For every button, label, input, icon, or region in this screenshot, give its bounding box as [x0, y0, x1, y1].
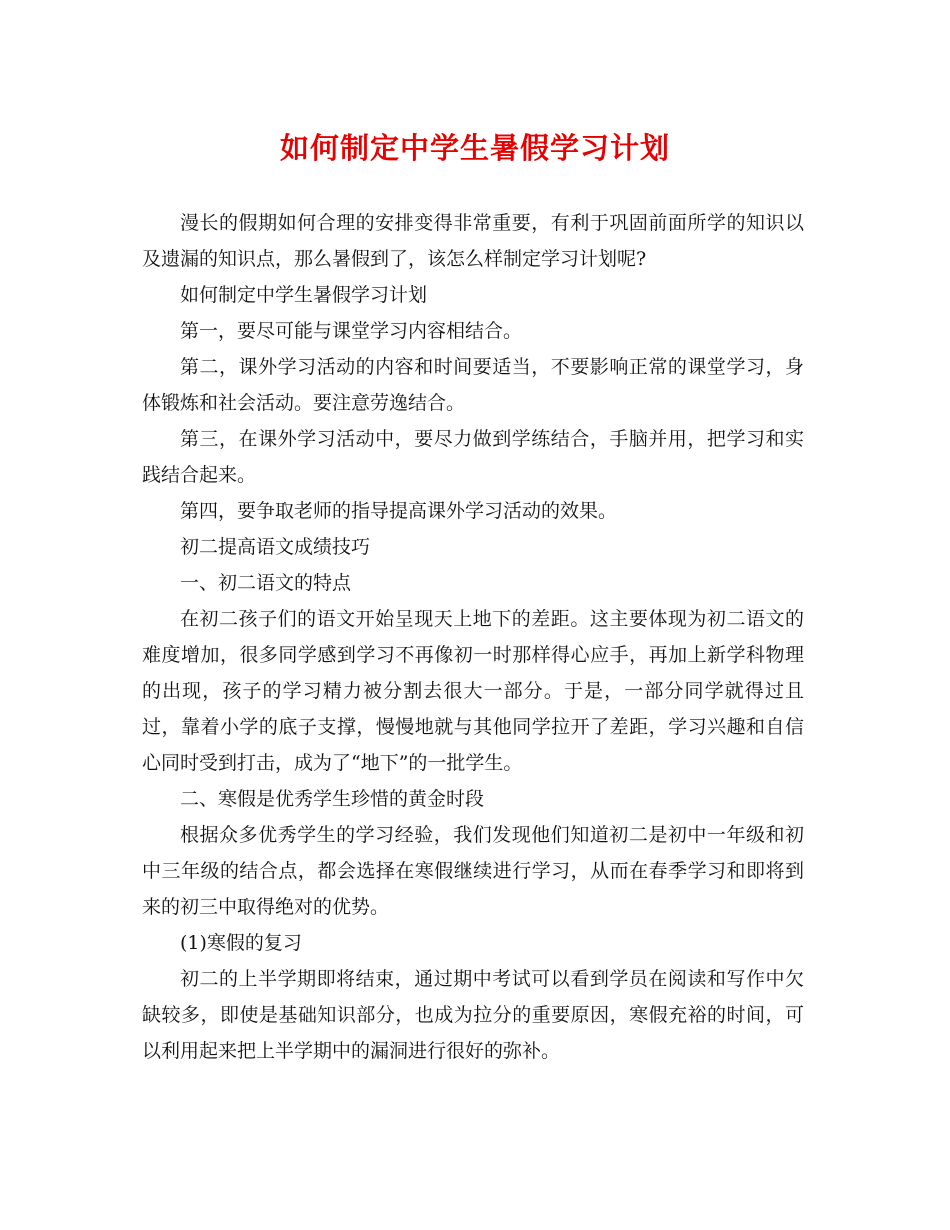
paragraph-section-two-body: 根据众多优秀学生的学习经验，我们发现他们知道初二是初中一年级和初中三年级的结合点，都会选择在寒假继续进行学习，从而在春季学习和即将到来的初三中取得绝对的优势。	[142, 824, 804, 918]
paragraph-second: 第二，课外学习活动的内容和时间要适当，不要影响正常的课堂学习，身体锻炼和社会活动。要注意劳逸结合。	[142, 356, 804, 414]
paragraph-winter-review: (1)寒假的复习	[180, 932, 302, 954]
paragraph-section-one-body: 在初二孩子们的语文开始呈现天上地下的差距。这主要体现为初二语文的难度增加，很多同学感到学习不再像初一时那样得心应手，再加上新学科物理的出现，孩子的学习精力被分割去很大一部分。于是，一部分同学就得过且过，靠着小学的底子支撑，慢慢地就与其他同学拉开了差距，学习兴趣和自信心同时受到打击，成为了“地下”的一批学生。	[142, 608, 804, 774]
paragraph-section-one: 一、初二语文的特点	[180, 572, 352, 594]
document-title: 如何制定中学生暑假学习计划	[279, 131, 670, 165]
paragraph-section-two: 二、寒假是优秀学生珍惜的黄金时段	[180, 788, 485, 810]
paragraph-heading-chinese-tips: 初二提高语文成绩技巧	[180, 536, 371, 558]
paragraph-heading-plan: 如何制定中学生暑假学习计划	[180, 284, 428, 306]
paragraph-winter-review-body: 初二的上半学期即将结束，通过期中考试可以看到学员在阅读和写作中欠缺较多，即使是基础知识部分，也成为拉分的重要原因，寒假充裕的时间，可以利用起来把上半学期中的漏洞进行很好的弥补。	[142, 968, 804, 1062]
paragraph-first: 第一，要尽可能与课堂学习内容相结合。	[180, 320, 523, 342]
document-body	[142, 205, 804, 1069]
paragraph-intro: 漫长的假期如何合理的安排变得非常重要，有利于巩固前面所学的知识以及遗漏的知识点，那么暑假到了，该怎么样制定学习计划呢?	[142, 212, 804, 270]
paragraph-third: 第三，在课外学习活动中，要尽力做到学练结合，手脑并用，把学习和实践结合起来。	[142, 428, 804, 486]
paragraph-fourth: 第四，要争取老师的指导提高课外学习活动的效果。	[180, 500, 618, 522]
